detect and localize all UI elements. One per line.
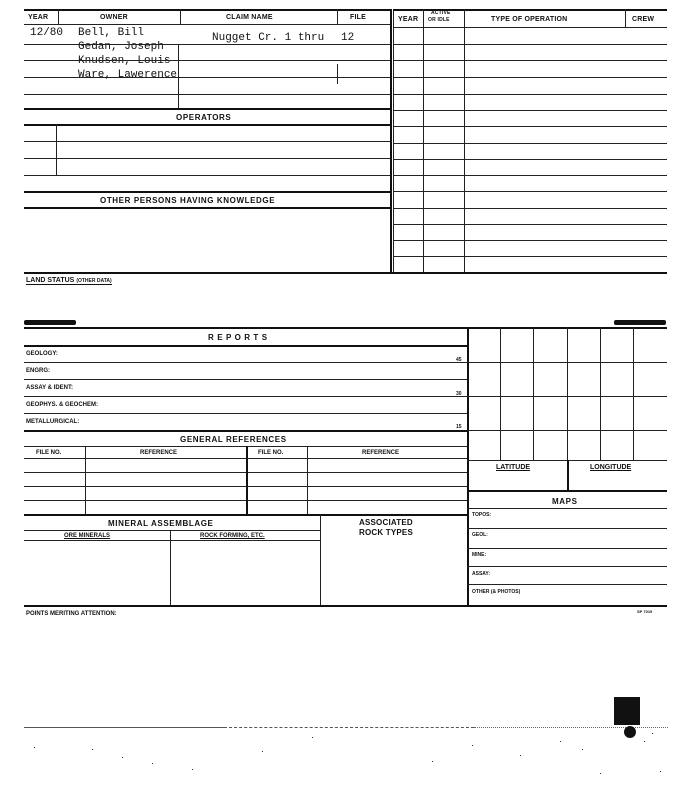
land-status-sub: (OTHER DATA) [76,278,112,284]
points-label: POINTS MERITING ATTENTION: [26,611,117,617]
other-persons-title: OTHER PERSONS HAVING KNOWLEDGE [100,196,276,205]
land-status-label [26,277,112,285]
report-geology: GEOLOGY: [26,351,58,357]
header-active-line1: ACTIVE [431,10,451,16]
map-assay: ASSAY: [472,571,491,577]
claim-name: Nugget Cr. 1 thru [212,32,325,44]
assoc-rock-line2: ROCK TYPES [359,528,414,537]
report-engrg: ENGRG: [26,368,50,374]
header-claim-name: CLAIM NAME [226,14,273,21]
mineral-title: MINERAL ASSEMBLAGE [108,519,214,528]
map-other: OTHER (& PHOTOS) [472,589,521,595]
scan-dot-mark [624,726,636,738]
rock-forming-label: ROCK FORMING, ETC. [200,533,265,539]
owner-year: 12/80 [30,27,64,39]
header-crew: CREW [632,16,655,23]
owner-name-4: Ware, Lawerence [78,69,178,81]
header-file: FILE [350,14,366,21]
report-metallurgical: METALLURGICAL: [26,419,80,425]
form-number: SP 7019 [637,609,653,614]
ref-header-file-1: FILE NO. [36,450,62,456]
ore-minerals-label: ORE MINERALS [64,533,111,539]
map-topos: TOPOS: [472,512,492,518]
latitude-label: LATITUDE [496,464,531,471]
header-active-line2: OR IDLE [428,17,450,23]
owner-name-2: Gedan, Joseph [78,41,164,53]
header-activity-year: YEAR [398,16,419,23]
map-geol: GEOL: [472,532,488,538]
owner-name-1: Bell, Bill [78,27,145,39]
owner-name-3: Knudsen, Louis [78,55,171,67]
ref-header-file-2: FILE NO. [258,450,284,456]
header-year: YEAR [28,14,49,21]
land-status-text: LAND STATUS [26,277,75,284]
punch-mark-right [614,320,666,325]
ref-header-reference-1: REFERENCE [140,450,178,456]
map-mine: MINE: [472,552,487,558]
scan-block-mark [614,697,640,725]
punch-mark-left [24,320,76,325]
scale-45: 45 [456,357,462,363]
header-type-operation: TYPE OF OPERATION [491,16,568,23]
scale-30: 30 [456,391,462,397]
report-assay: ASSAY & IDENT: [26,385,74,391]
scale-15: 15 [456,424,462,430]
report-geophys: GEOPHYS. & GEOCHEM: [26,402,99,408]
reports-title: R E P O R T S [208,333,268,342]
operators-title: OPERATORS [176,113,232,122]
general-references-title: GENERAL REFERENCES [180,435,287,444]
assoc-rock-line1: ASSOCIATED [359,518,413,527]
claim-file: 12 [341,32,355,44]
maps-title: MAPS [552,497,578,506]
ref-header-reference-2: REFERENCE [362,450,400,456]
longitude-label: LONGITUDE [590,464,632,471]
header-owner: OWNER [100,14,128,21]
